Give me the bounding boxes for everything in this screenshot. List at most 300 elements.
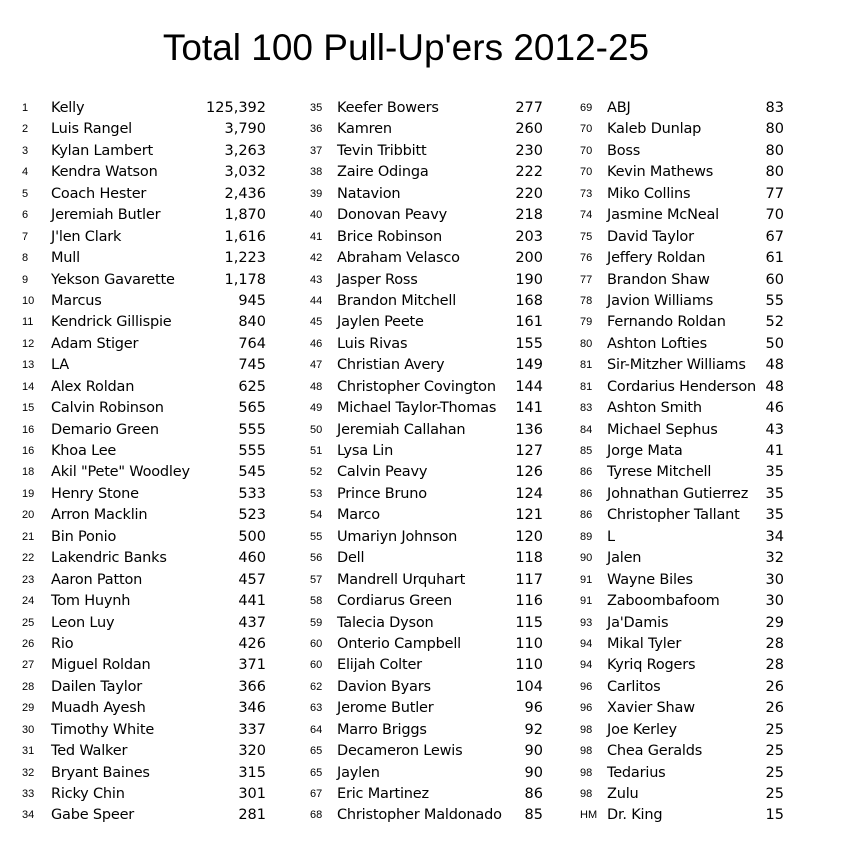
athlete-name: Cordiarus Green xyxy=(337,593,453,610)
pull-up-total: 366 xyxy=(238,678,266,695)
rank-number: 22 xyxy=(22,552,35,565)
athlete-name: Davion Byars xyxy=(337,678,431,695)
pull-up-total: 840 xyxy=(238,314,266,331)
rank-number: 33 xyxy=(22,788,35,800)
athlete-name: Lysa Lin xyxy=(337,443,394,459)
rank-number: 84 xyxy=(580,423,593,436)
leaderboard-row xyxy=(576,248,816,269)
leaderboard-row xyxy=(305,527,560,548)
athlete-name: Ja'Damis xyxy=(607,614,669,631)
pull-up-total: 48 xyxy=(765,357,784,374)
leaderboard-row xyxy=(22,784,282,805)
leaderboard-row xyxy=(22,312,282,333)
pull-up-total: 533 xyxy=(238,485,266,502)
athlete-name: Talecia Dyson xyxy=(337,614,434,631)
leaderboard-row xyxy=(305,291,560,312)
athlete-name: Jasmine McNeal xyxy=(607,207,719,224)
rank-number: 65 xyxy=(310,745,323,758)
rank-number: 27 xyxy=(22,659,35,672)
leaderboard-row xyxy=(576,184,816,205)
pull-up-total: 50 xyxy=(765,335,784,352)
rank-number: 98 xyxy=(580,788,593,800)
athlete-name: Brice Robinson xyxy=(337,228,442,245)
athlete-name: Kaleb Dunlap xyxy=(607,121,702,138)
leaderboard-row xyxy=(576,570,816,591)
leaderboard-row xyxy=(576,548,816,569)
athlete-name: Jeremiah Callahan xyxy=(337,421,466,438)
leaderboard-row xyxy=(22,527,282,548)
pull-up-total: 80 xyxy=(765,164,784,181)
pull-up-total: 126 xyxy=(515,464,543,481)
rank-number: 35 xyxy=(310,102,323,114)
leaderboard-row xyxy=(305,484,560,505)
athlete-name: Christopher Tallant xyxy=(607,507,740,524)
athlete-name: Gabe Speer xyxy=(51,807,135,824)
athlete-name: Bryant Baines xyxy=(51,764,150,781)
athlete-name: Arron Macklin xyxy=(51,507,148,524)
leaderboard-row xyxy=(576,205,816,226)
pull-up-total: 117 xyxy=(515,571,543,588)
rank-number: 16 xyxy=(22,445,35,457)
rank-number: 86 xyxy=(580,466,593,479)
leaderboard-row xyxy=(22,720,282,741)
leaderboard-row xyxy=(576,462,816,483)
athlete-name: Leon Luy xyxy=(51,614,115,631)
pull-up-total: 35 xyxy=(765,485,784,502)
pull-up-total: 141 xyxy=(515,400,543,417)
rank-number: 42 xyxy=(310,252,323,265)
leaderboard-row xyxy=(576,527,816,548)
pull-up-total: 85 xyxy=(524,807,543,824)
rank-number: 91 xyxy=(580,595,593,608)
pull-up-total: 500 xyxy=(238,528,266,545)
pull-up-total: 555 xyxy=(238,421,266,438)
leaderboard-row xyxy=(576,763,816,784)
pull-up-total: 60 xyxy=(765,271,784,288)
athlete-name: Marcus xyxy=(51,292,102,309)
leaderboard-row xyxy=(305,98,560,119)
rank-number: 45 xyxy=(310,316,323,329)
leaderboard-row xyxy=(576,741,816,762)
rank-number: 5 xyxy=(22,187,29,200)
athlete-name: Jalen xyxy=(607,550,642,567)
athlete-name: Christian Avery xyxy=(337,357,445,374)
rank-number: 91 xyxy=(580,573,593,586)
leaderboard-row xyxy=(576,441,816,462)
leaderboard-row xyxy=(576,677,816,698)
rank-number: 53 xyxy=(310,487,323,500)
pull-up-total: 120 xyxy=(515,528,543,545)
pull-up-total: 83 xyxy=(765,100,784,116)
leaderboard-row xyxy=(305,162,560,183)
pull-up-total: 3,263 xyxy=(224,142,266,159)
athlete-name: Ted Walker xyxy=(51,743,128,760)
athlete-name: J'len Clark xyxy=(51,228,122,245)
leaderboard-row xyxy=(305,119,560,140)
pull-up-total: 35 xyxy=(765,464,784,481)
pull-up-total: 222 xyxy=(515,164,543,181)
leaderboard-row xyxy=(305,420,560,441)
rank-number: 31 xyxy=(22,745,35,758)
rank-number: 96 xyxy=(580,702,593,715)
athlete-name: Kelly xyxy=(51,100,85,116)
rank-number: 15 xyxy=(22,402,35,415)
pull-up-total: 115 xyxy=(515,614,543,631)
leaderboard-row xyxy=(305,141,560,162)
pull-up-total: 35 xyxy=(765,507,784,524)
rank-number: 94 xyxy=(580,637,593,650)
rank-number: 49 xyxy=(310,402,323,415)
rank-number: 80 xyxy=(580,337,593,350)
leaderboard-row xyxy=(22,677,282,698)
pull-up-total: 565 xyxy=(238,400,266,417)
pull-up-total: 437 xyxy=(238,614,266,631)
pull-up-total: 34 xyxy=(765,528,784,545)
rank-number: 13 xyxy=(22,359,35,372)
rank-number: 55 xyxy=(310,530,323,543)
leaderboard-row xyxy=(305,184,560,205)
athlete-name: Dr. King xyxy=(607,807,663,824)
pull-up-total: 337 xyxy=(238,721,266,738)
pull-up-total: 168 xyxy=(515,292,543,309)
leaderboard-row xyxy=(305,227,560,248)
pull-up-total: 61 xyxy=(765,250,784,267)
leaderboard-row xyxy=(305,613,560,634)
leaderboard-row xyxy=(305,591,560,612)
leaderboard-row xyxy=(22,291,282,312)
pull-up-total: 30 xyxy=(765,593,784,610)
leaderboard-row xyxy=(576,270,816,291)
rank-number: 70 xyxy=(580,123,593,136)
pull-up-total: 745 xyxy=(238,357,266,374)
leaderboard-row xyxy=(576,591,816,612)
athlete-name: Marco xyxy=(337,507,380,524)
rank-number: 7 xyxy=(22,230,29,243)
rank-number: 8 xyxy=(22,252,29,265)
pull-up-total: 25 xyxy=(765,721,784,738)
athlete-name: Bin Ponio xyxy=(51,528,117,545)
leaderboard-row xyxy=(305,677,560,698)
pull-up-total: 161 xyxy=(515,314,543,331)
athlete-name: Ashton Smith xyxy=(607,400,702,417)
athlete-name: Ricky Chin xyxy=(51,786,125,802)
athlete-name: Michael Sephus xyxy=(607,421,718,438)
athlete-name: Henry Stone xyxy=(51,485,139,502)
leaderboard-row xyxy=(305,377,560,398)
rank-number: 65 xyxy=(310,766,323,779)
rank-number: 2 xyxy=(22,123,29,136)
rank-number: 89 xyxy=(580,530,593,543)
leaderboard-row xyxy=(576,98,816,119)
athlete-name: Mikal Tyler xyxy=(607,635,682,652)
pull-up-total: 48 xyxy=(765,378,784,395)
pull-up-total: 1,870 xyxy=(224,207,266,224)
rank-number: 36 xyxy=(310,123,323,136)
rank-number: 10 xyxy=(22,294,35,307)
athlete-name: Jeffery Roldan xyxy=(607,250,706,267)
rank-number: 26 xyxy=(22,637,35,650)
athlete-name: Kendrick Gillispie xyxy=(51,314,172,331)
leaderboard-row xyxy=(22,398,282,419)
athlete-name: David Taylor xyxy=(607,228,694,245)
athlete-name: Khoa Lee xyxy=(51,443,117,459)
pull-up-total: 203 xyxy=(515,228,543,245)
rank-number: 29 xyxy=(22,702,35,715)
athlete-name: ABJ xyxy=(607,100,631,116)
athlete-name: Dell xyxy=(337,550,365,567)
leaderboard-row xyxy=(22,484,282,505)
leaderboard-row xyxy=(576,613,816,634)
leaderboard-row xyxy=(22,184,282,205)
rank-number: 1 xyxy=(22,102,29,114)
rank-number: 20 xyxy=(22,509,35,522)
rank-number: 38 xyxy=(310,166,323,179)
pull-up-total: 25 xyxy=(765,764,784,781)
pull-up-total: 80 xyxy=(765,142,784,159)
rank-number: 54 xyxy=(310,509,323,522)
athlete-name: Donovan Peavy xyxy=(337,207,447,224)
pull-up-total: 15 xyxy=(765,807,784,824)
leaderboard-row xyxy=(576,119,816,140)
pull-up-total: 29 xyxy=(765,614,784,631)
pull-up-total: 26 xyxy=(765,678,784,695)
pull-up-total: 426 xyxy=(238,635,266,652)
athlete-name: Umariyn Johnson xyxy=(337,528,458,545)
athlete-name: Keefer Bowers xyxy=(337,100,439,116)
athlete-name: LA xyxy=(51,357,69,374)
rank-number: 98 xyxy=(580,745,593,758)
pull-up-total: 441 xyxy=(238,593,266,610)
pull-up-total: 460 xyxy=(238,550,266,567)
pull-up-total: 190 xyxy=(515,271,543,288)
pull-up-total: 315 xyxy=(238,764,266,781)
pull-up-total: 80 xyxy=(765,121,784,138)
athlete-name: Demario Green xyxy=(51,421,159,438)
pull-up-total: 25 xyxy=(765,743,784,760)
rank-number: 47 xyxy=(310,359,323,372)
athlete-name: Decameron Lewis xyxy=(337,743,463,760)
rank-number: 46 xyxy=(310,337,323,350)
pull-up-total: 41 xyxy=(765,443,784,459)
pull-up-total: 104 xyxy=(515,678,543,695)
pull-up-total: 144 xyxy=(515,378,543,395)
rank-number: 60 xyxy=(310,659,323,672)
rank-number: 59 xyxy=(310,616,323,629)
leaderboard-row xyxy=(576,291,816,312)
leaderboard-row xyxy=(305,462,560,483)
athlete-name: Brandon Mitchell xyxy=(337,292,457,309)
rank-number: HM xyxy=(580,809,598,822)
pull-up-total: 2,436 xyxy=(224,185,266,202)
rank-number: 6 xyxy=(22,209,29,222)
pull-up-total: 3,032 xyxy=(224,164,266,181)
pull-up-total: 118 xyxy=(515,550,543,567)
pull-up-total: 127 xyxy=(515,443,543,459)
pull-up-total: 96 xyxy=(524,700,543,717)
pull-up-total: 155 xyxy=(515,335,543,352)
athlete-name: Wayne Biles xyxy=(607,571,693,588)
rank-number: 37 xyxy=(310,144,323,157)
leaderboard-column-3 xyxy=(576,98,816,827)
rank-number: 14 xyxy=(22,380,35,393)
pull-up-total: 220 xyxy=(515,185,543,202)
page-title: Total 100 Pull-Up'ers 2012-25 xyxy=(162,27,650,68)
pull-up-total: 200 xyxy=(515,250,543,267)
athlete-name: Zulu xyxy=(607,786,639,802)
rank-number: 81 xyxy=(580,380,593,393)
athlete-name: Tyrese Mitchell xyxy=(607,464,712,481)
leaderboard-row xyxy=(305,634,560,655)
athlete-name: Carlitos xyxy=(607,678,661,695)
leaderboard-row xyxy=(22,613,282,634)
pull-up-total: 260 xyxy=(515,121,543,138)
athlete-name: Zaboombafoom xyxy=(607,593,720,610)
athlete-name: Dailen Taylor xyxy=(51,678,143,695)
leaderboard-row xyxy=(576,355,816,376)
athlete-name: Javion Williams xyxy=(607,292,714,309)
pull-up-total: 67 xyxy=(765,228,784,245)
leaderboard-row xyxy=(576,784,816,805)
athlete-name: Marro Briggs xyxy=(337,721,427,738)
pull-up-total: 346 xyxy=(238,700,266,717)
leaderboard-row xyxy=(22,570,282,591)
pull-up-total: 25 xyxy=(765,786,784,802)
rank-number: 18 xyxy=(22,466,35,479)
pull-up-total: 110 xyxy=(515,635,543,652)
rank-number: 30 xyxy=(22,723,35,736)
leaderboard-row xyxy=(22,205,282,226)
leaderboard-row xyxy=(22,248,282,269)
athlete-name: Tevin Tribbitt xyxy=(337,142,427,159)
pull-up-total: 230 xyxy=(515,142,543,159)
rank-number: 9 xyxy=(22,273,29,286)
athlete-name: Calvin Peavy xyxy=(337,464,428,481)
pull-up-total: 86 xyxy=(524,786,543,802)
pull-up-total: 26 xyxy=(765,700,784,717)
rank-number: 70 xyxy=(580,144,593,157)
rank-number: 70 xyxy=(580,166,593,179)
athlete-name: Natavion xyxy=(337,185,401,202)
leaderboard-row xyxy=(22,462,282,483)
rank-number: 86 xyxy=(580,509,593,522)
rank-number: 19 xyxy=(22,487,35,500)
rank-number: 25 xyxy=(22,616,35,629)
leaderboard-row xyxy=(576,720,816,741)
leaderboard-row xyxy=(576,227,816,248)
leaderboard-row xyxy=(22,98,282,119)
athlete-name: Christopher Maldonado xyxy=(337,807,502,824)
rank-number: 75 xyxy=(580,230,593,243)
pull-up-total: 764 xyxy=(238,335,266,352)
pull-up-total: 457 xyxy=(238,571,266,588)
rank-number: 69 xyxy=(580,102,593,114)
athlete-name: Tedarius xyxy=(607,764,666,781)
rank-number: 11 xyxy=(22,316,34,329)
rank-number: 50 xyxy=(310,423,323,436)
leaderboard-row xyxy=(576,805,816,826)
leaderboard-row xyxy=(22,227,282,248)
pull-up-total: 1,616 xyxy=(224,228,266,245)
rank-number: 64 xyxy=(310,723,323,736)
athlete-name: Luis Rangel xyxy=(51,121,132,138)
rank-number: 39 xyxy=(310,187,323,200)
rank-number: 63 xyxy=(310,702,323,715)
rank-number: 86 xyxy=(580,487,593,500)
pull-up-total: 90 xyxy=(524,764,543,781)
rank-number: 40 xyxy=(310,209,323,222)
leaderboard-row xyxy=(22,141,282,162)
pull-up-total: 121 xyxy=(515,507,543,524)
rank-number: 58 xyxy=(310,595,323,608)
rank-number: 83 xyxy=(580,402,593,415)
pull-up-total: 136 xyxy=(515,421,543,438)
leaderboard-row xyxy=(576,420,816,441)
leaderboard-row xyxy=(305,784,560,805)
rank-number: 32 xyxy=(22,766,35,779)
pull-up-total: 945 xyxy=(238,292,266,309)
pull-up-total: 28 xyxy=(765,635,784,652)
pull-up-total: 124 xyxy=(515,485,543,502)
leaderboard-row xyxy=(22,162,282,183)
leaderboard-row xyxy=(22,420,282,441)
leaderboard-row xyxy=(22,655,282,676)
leaderboard-row xyxy=(576,655,816,676)
rank-number: 81 xyxy=(580,359,593,372)
leaderboard-row xyxy=(305,248,560,269)
leaderboard-column-1 xyxy=(22,98,282,827)
rank-number: 3 xyxy=(22,144,29,157)
pull-up-total: 125,392 xyxy=(206,100,266,116)
leaderboard-row xyxy=(576,398,816,419)
athlete-name: Zaire Odinga xyxy=(337,164,429,181)
athlete-name: Muadh Ayesh xyxy=(51,700,146,717)
rank-number: 68 xyxy=(310,809,323,822)
pull-up-total: 545 xyxy=(238,464,266,481)
rank-number: 96 xyxy=(580,680,593,693)
pull-up-total: 30 xyxy=(765,571,784,588)
athlete-name: Kylan Lambert xyxy=(51,142,154,159)
rank-number: 79 xyxy=(580,316,593,329)
rank-number: 51 xyxy=(310,445,323,457)
leaderboard-row xyxy=(305,741,560,762)
athlete-name: Kyriq Rogers xyxy=(607,657,696,674)
athlete-name: Michael Taylor-Thomas xyxy=(337,400,497,417)
leaderboard-row xyxy=(22,270,282,291)
athlete-name: Kevin Mathews xyxy=(607,164,714,181)
athlete-name: Miguel Roldan xyxy=(51,657,151,674)
rank-number: 23 xyxy=(22,573,35,586)
leaderboard-row xyxy=(305,763,560,784)
leaderboard-row xyxy=(305,205,560,226)
leaderboard-row xyxy=(576,377,816,398)
pull-up-total: 92 xyxy=(524,721,543,738)
athlete-name: Johnathan Gutierrez xyxy=(607,485,749,502)
athlete-name: Lakendric Banks xyxy=(51,550,167,567)
athlete-name: Onterio Campbell xyxy=(337,635,462,652)
pull-up-total: 1,223 xyxy=(224,250,266,267)
leaderboard-row xyxy=(576,141,816,162)
rank-number: 44 xyxy=(310,294,323,307)
athlete-name: Akil "Pete" Woodley xyxy=(51,464,190,481)
rank-number: 21 xyxy=(22,530,35,543)
rank-number: 74 xyxy=(580,209,593,222)
leaderboard-row xyxy=(22,355,282,376)
pull-up-total: 555 xyxy=(238,443,266,459)
leaderboard-row xyxy=(305,698,560,719)
leaderboard-row xyxy=(576,505,816,526)
pull-up-total: 28 xyxy=(765,657,784,674)
rank-number: 78 xyxy=(580,294,593,307)
